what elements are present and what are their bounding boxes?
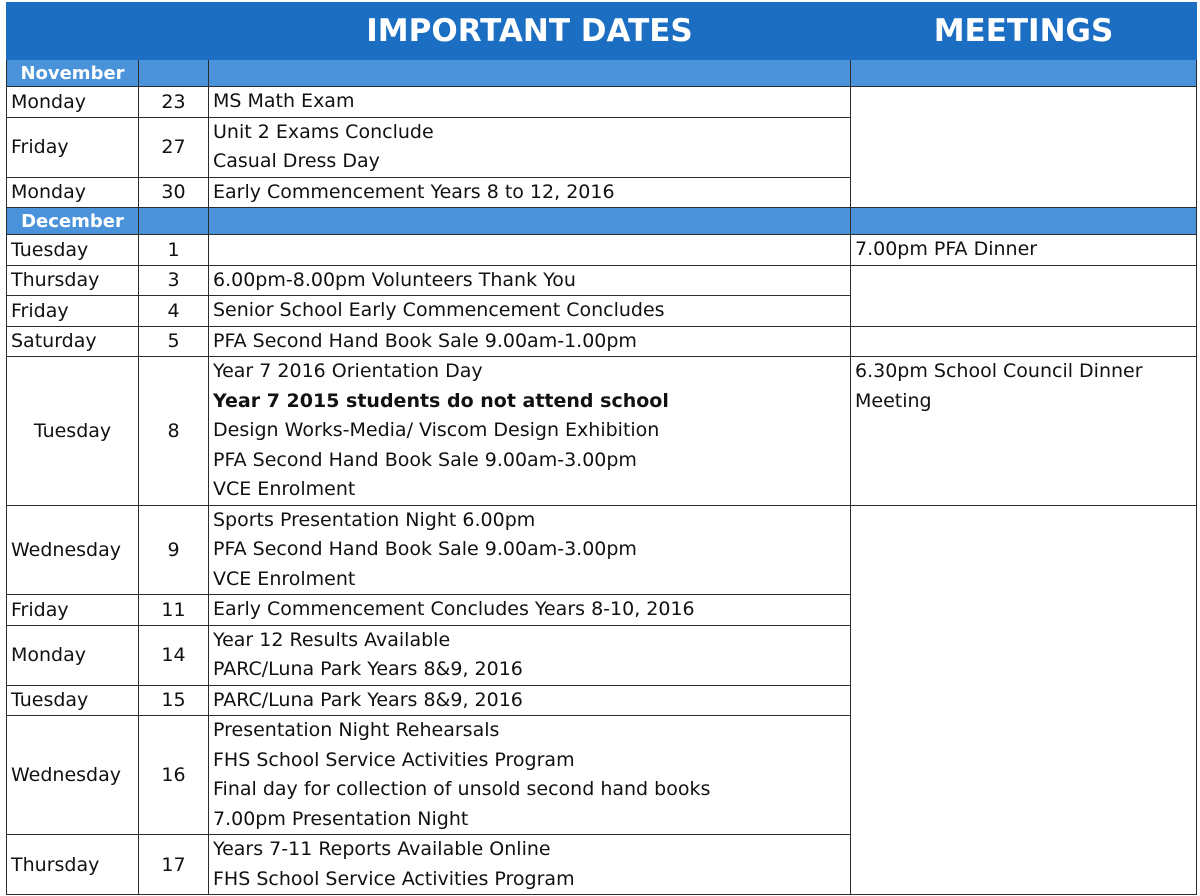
header-row	[7, 3, 1197, 60]
event-line: Years 7-11 Reports Available Online	[213, 838, 551, 860]
event-line: Early Commencement Years 8 to 12, 2016	[213, 180, 615, 203]
month-cell	[139, 208, 209, 235]
date-cell: 1	[139, 235, 209, 266]
date-cell: 11	[139, 595, 209, 626]
meetings-cell	[851, 87, 1197, 208]
event-line: Year 7 2016 Orientation Day	[213, 360, 483, 382]
table-row	[7, 87, 1197, 118]
month-label: December	[7, 208, 139, 235]
day-cell: Monday	[7, 177, 139, 208]
event-line: PFA Second Hand Book Sale 9.00am-3.00pm	[213, 538, 637, 560]
meetings-cell	[851, 505, 1197, 895]
event-line: FHS School Service Activities Program	[213, 748, 575, 771]
important-dates-table	[6, 2, 1197, 895]
day-cell: Monday	[7, 87, 139, 118]
events-cell	[209, 716, 851, 835]
date-cell: 8	[139, 357, 209, 506]
events-cell	[209, 177, 851, 208]
meetings-cell	[851, 235, 1197, 266]
event-line: PFA Second Hand Book Sale 9.00am-1.00pm	[213, 329, 637, 352]
events-cell	[209, 835, 851, 895]
table-row	[7, 235, 1197, 266]
day-cell: Friday	[7, 296, 139, 327]
event-line: Final day for collection of unsold second hand books	[213, 778, 711, 800]
events-cell	[209, 625, 851, 685]
date-cell: 5	[139, 326, 209, 357]
meetings-cell	[851, 357, 1197, 506]
day-cell: Wednesday	[7, 505, 139, 595]
event-line: Year 12 Results Available	[213, 628, 451, 651]
header-spacer	[7, 3, 209, 60]
events-cell	[209, 326, 851, 357]
meetings-heading: MEETINGS	[851, 3, 1197, 60]
events-cell	[209, 87, 851, 118]
table-row	[7, 505, 1197, 595]
events-cell	[209, 235, 851, 266]
day-cell: Tuesday	[7, 357, 139, 506]
event-line: PARC/Luna Park Years 8&9, 2016	[213, 688, 523, 711]
events-cell	[209, 357, 851, 506]
important-dates-heading: IMPORTANT DATES	[209, 3, 851, 60]
date-cell: 23	[139, 87, 209, 118]
day-cell: Saturday	[7, 326, 139, 357]
month-label: November	[7, 60, 139, 87]
month-row-november	[7, 60, 1197, 87]
event-line: 6.00pm-8.00pm Volunteers Thank You	[213, 268, 576, 291]
day-cell: Tuesday	[7, 685, 139, 716]
event-line: VCE Enrolment	[213, 567, 356, 590]
event-line: Early Commencement Concludes Years 8-10, 2016	[213, 598, 695, 620]
event-line-bold: Year 7 2015 students do not attend school	[213, 389, 669, 412]
month-cell	[209, 60, 851, 87]
month-row-december	[7, 208, 1197, 235]
event-line: PFA Second Hand Book Sale 9.00am-3.00pm	[213, 448, 637, 471]
day-cell: Thursday	[7, 265, 139, 296]
event-line: Senior School Early Commencement Concludes	[213, 299, 665, 321]
events-cell	[209, 265, 851, 296]
event-line: Presentation Night Rehearsals	[213, 719, 500, 741]
date-cell: 16	[139, 716, 209, 835]
events-cell	[209, 296, 851, 327]
event-line: Casual Dress Day	[213, 150, 380, 172]
table-row	[7, 326, 1197, 357]
day-cell: Friday	[7, 595, 139, 626]
event-line: PARC/Luna Park Years 8&9, 2016	[213, 658, 523, 680]
event-line: Sports Presentation Night 6.00pm	[213, 508, 536, 531]
date-cell: 9	[139, 505, 209, 595]
event-line: MS Math Exam	[213, 90, 355, 112]
date-cell: 30	[139, 177, 209, 208]
date-cell: 15	[139, 685, 209, 716]
table-row	[7, 357, 1197, 506]
month-cell	[851, 208, 1197, 235]
day-cell: Wednesday	[7, 716, 139, 835]
month-cell	[139, 60, 209, 87]
date-cell: 14	[139, 625, 209, 685]
meeting-line: 7.00pm PFA Dinner	[855, 238, 1038, 260]
month-cell	[851, 60, 1197, 87]
day-cell: Monday	[7, 625, 139, 685]
meeting-line: 6.30pm School Council Dinner	[855, 360, 1143, 382]
event-line: 7.00pm Presentation Night	[213, 807, 469, 830]
date-cell: 17	[139, 835, 209, 895]
events-cell	[209, 117, 851, 177]
events-cell	[209, 685, 851, 716]
event-line: FHS School Service Activities Program	[213, 867, 575, 890]
event-line: Design Works-Media/ Viscom Design Exhibition	[213, 419, 660, 441]
date-cell: 3	[139, 265, 209, 296]
day-cell: Tuesday	[7, 235, 139, 266]
event-line: VCE Enrolment	[213, 478, 356, 500]
date-cell: 4	[139, 296, 209, 327]
day-cell: Friday	[7, 117, 139, 177]
meetings-cell	[851, 265, 1197, 326]
events-cell	[209, 595, 851, 626]
day-cell: Thursday	[7, 835, 139, 895]
table-row	[7, 265, 1197, 296]
events-cell	[209, 505, 851, 595]
event-line: Unit 2 Exams Conclude	[213, 120, 434, 143]
meeting-line: Meeting	[855, 389, 932, 412]
date-cell: 27	[139, 117, 209, 177]
month-cell	[209, 208, 851, 235]
meetings-cell	[851, 326, 1197, 357]
